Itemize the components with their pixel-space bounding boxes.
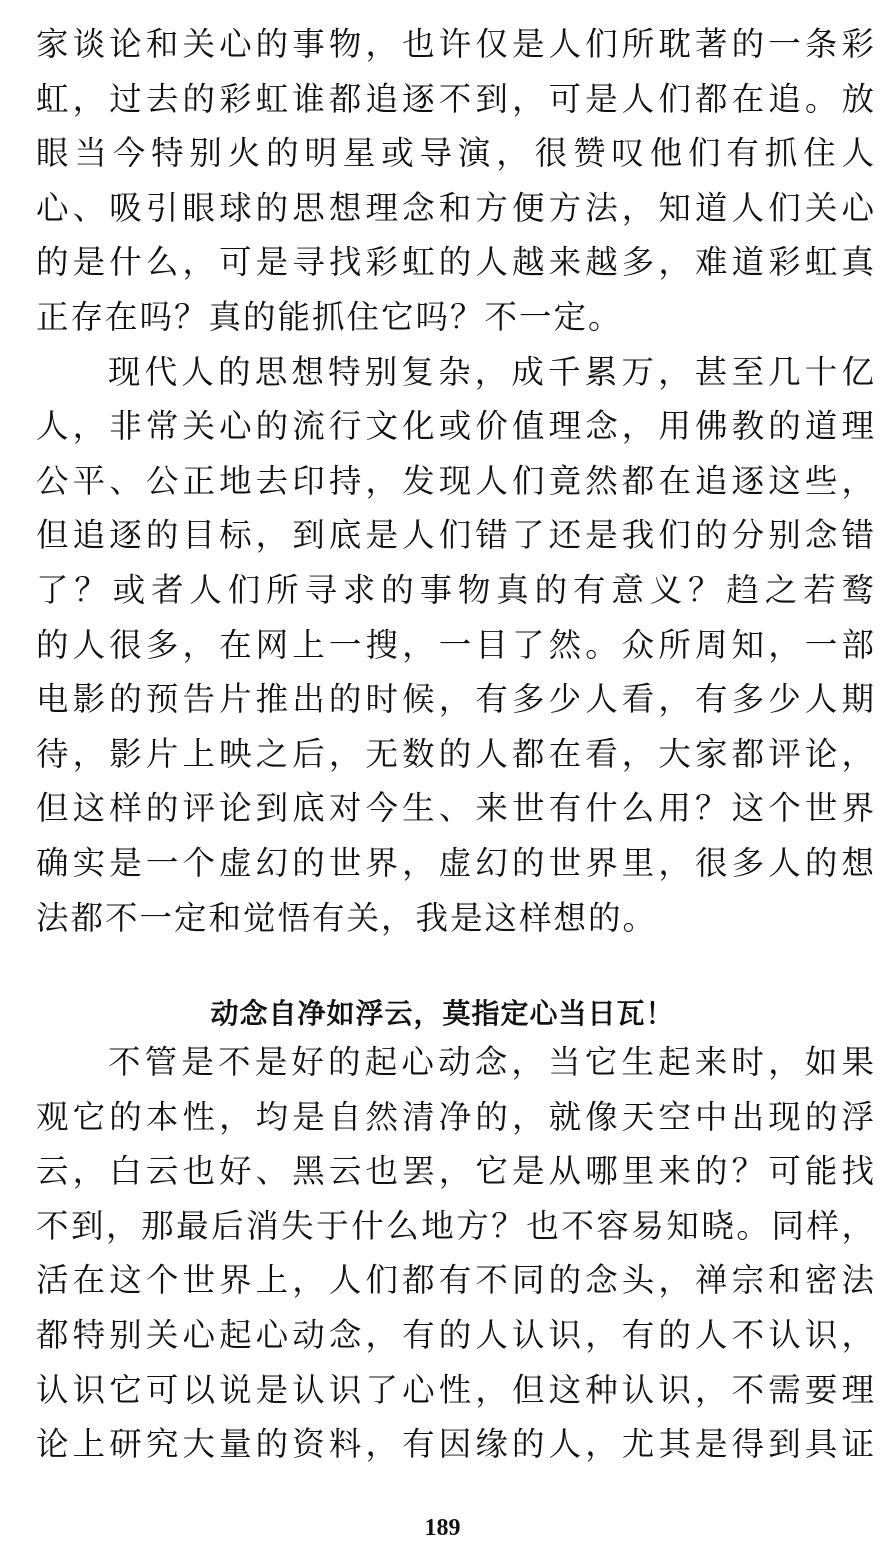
text-line: 心、吸引眼球的思想理念和方便方法，知道人们关心 <box>36 188 874 227</box>
text-line: 人，非常关心的流行文化或价值理念，用佛教的道理 <box>36 407 874 446</box>
text-line: 但追逐的目标，到底是人们错了还是我们的分别念错 <box>36 516 874 555</box>
text-line: 观它的本性，均是自然清净的，就像天空中出现的浮 <box>36 1097 874 1136</box>
text-line: 待，影片上映之后，无数的人都在看，大家都评论， <box>36 734 874 773</box>
text-line: 公平、公正地去印持，发现人们竟然都在追逐这些， <box>36 461 874 500</box>
text-line: 法都不一定和觉悟有关，我是这样想的。 <box>36 898 658 937</box>
text-line: 的是什么，可是寻找彩虹的人越来越多，难道彩虹真 <box>36 243 874 282</box>
text-line: 正存在吗？真的能抓住它吗？不一定。 <box>36 298 623 336</box>
text-line: 眼当今特别火的明星或导演，很赞叹他们有抓住人 <box>36 134 874 173</box>
text-line: 虹，过去的彩虹谁都追逐不到，可是人们都在追。放 <box>36 79 874 118</box>
text-line: 不管是不是好的起心动念，当它生起来时，如果 <box>108 1043 874 1081</box>
text-line: 但这样的评论到底对今生、来世有什么用？这个世界 <box>36 789 874 828</box>
text-line: 活在这个世界上，人们都有不同的念头，禅宗和密法 <box>36 1261 874 1300</box>
text-line: 了？或者人们所寻求的事物真的有意义？趋之若鹜 <box>36 571 874 609</box>
page-number: 189 <box>424 1515 461 1541</box>
text-line: 论上研究大量的资料，有因缘的人，尤其是得到具证 <box>36 1425 874 1464</box>
text-line: 云，白云也好、黑云也罢，它是从哪里来的？可能找 <box>36 1152 874 1191</box>
text-line: 家谈论和关心的事物，也许仅是人们所耽著的一条彩 <box>36 25 874 63</box>
section-heading: 动念自净如浮云，莫指定心当日瓦！ <box>210 997 675 1030</box>
text-line: 的人很多，在网上一搜，一目了然。众所周知，一部 <box>36 625 874 664</box>
text-line: 现代人的思想特别复杂，成千累万，甚至几十亿 <box>108 352 874 391</box>
text-line: 都特别关心起心动念，有的人认识，有的人不认识， <box>36 1316 874 1354</box>
text-line: 确实是一个虚幻的世界，虚幻的世界里，很多人的想 <box>36 844 874 882</box>
text-line: 不到，那最后消失于什么地方？也不容易知晓。同样， <box>36 1206 874 1245</box>
text-line: 认识它可以说是认识了心性，但这种认识，不需要理 <box>36 1370 874 1409</box>
text-line: 电影的预告片推出的时候，有多少人看，有多少人期 <box>36 680 874 719</box>
